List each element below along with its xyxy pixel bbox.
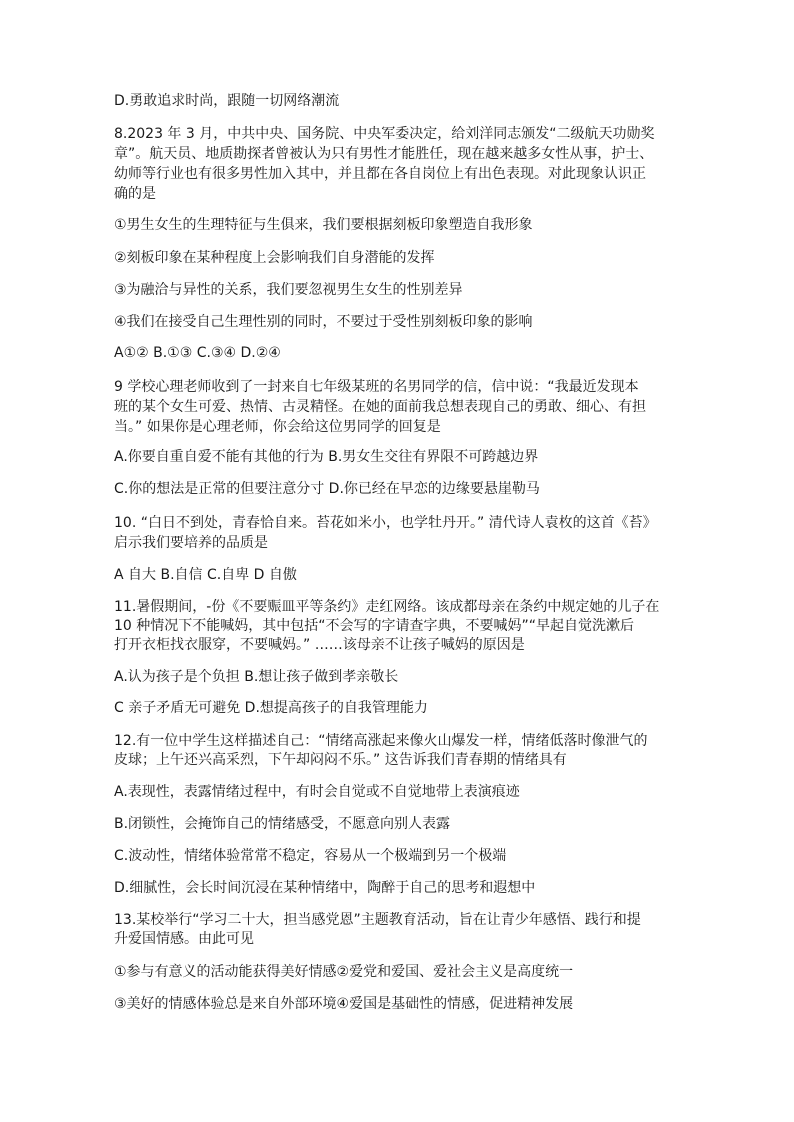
q12-option-c: C.波动性，情绪体验常常不稳定，容易从一个极端到另一个极端 [114, 848, 507, 864]
q8-stem-line-1: 8.2023 年 3 月，中共中央、国务院、中央军委决定，给刘洋同志颁发“二级航天功勋奖 [114, 126, 655, 142]
q9-options-ab: A.你要自重自爱不能有其他的行为 B.男女生交往有界限不可跨越边界 [114, 449, 539, 465]
q13-statements-1-2: ①参与有意义的活动能获得美好情感②爱党和爱国、爱社会主义是高度统一 [114, 964, 574, 980]
q12-option-a: A.表现性，表露情绪过程中，有时会自觉或不自觉地带上表演痕迹 [114, 784, 520, 800]
q11-stem-line-2: 10 种情况下不能喊妈，其中包括“不会写的字请查字典，不要喊妈”“早起自觉洗漱后 [114, 618, 635, 634]
q11-stem-line-1: 11.暑假期间，-份《不要赈皿平等条约》走红网络。该成都母亲在条约中规定她的儿子在 [114, 599, 660, 615]
q8-stem-line-4: 确的是 [114, 186, 156, 202]
q10-stem-line-1: 10. “白日不到处，青春恰自来。苔花如米小，也学牡丹开。” 清代诗人袁枚的这首《苔》 [114, 515, 657, 531]
q12-option-d: D.细腻性，会长时间沉浸在某种情绪中，陶醉于自己的思考和遐想中 [114, 880, 536, 896]
q12-option-b: B.闭锁性，会掩饰自己的情绪感受，不愿意向别人表露 [114, 816, 451, 832]
q12-stem-line-1: 12.有一位中学生这样描述自己：“情绪高涨起来像火山爆发一样，情绪低落时像泄气的 [114, 733, 648, 749]
q8-options: A①② B.①③ C.③④ D.②④ [114, 345, 281, 361]
q9-stem-line-3: 当。” 如果你是心理老师，你会给这位男同学的回复是 [114, 419, 441, 435]
q13-statements-3-4: ③美好的情感体验总是来自外部环境④爱国是基础性的情感，促进精神发展 [114, 996, 574, 1012]
q8-statement-3: ③为融洽与异性的关系，我们要忽视男生女生的性别差异 [114, 282, 463, 298]
q11-options-ab: A.认为孩子是个负担 B.想让孩子做到孝亲敬长 [114, 669, 399, 685]
q10-stem-line-2: 启示我们要培养的品质是 [114, 535, 268, 551]
q8-stem-line-2: 章”。航天员、地质勘探者曾被认为只有男性才能胜任，现在越来越多女性从事，护士、 [114, 146, 654, 162]
q7-option-d: D.勇敢追求时尚，跟随一切网络潮流 [114, 93, 340, 109]
q8-statement-2: ②刻板印象在某种程度上会影响我们自身潜能的发挥 [114, 250, 435, 266]
q8-stem-line-3: 幼师等行业也有很多男性加入其中，并且都在各自岗位上有出色表现。对此现象认识正 [114, 166, 646, 182]
q10-options: A 自大 B.自信 C.自卑 D 自傲 [114, 567, 297, 583]
q8-statement-1: ①男生女生的生理特征与生俱来，我们要根据刻板印象塑造自我形象 [114, 217, 533, 233]
q9-stem-line-2: 班的某个女生可爱、热情、古灵精怪。在她的面前我总想表现自己的勇敢、细心、有担 [114, 399, 646, 415]
q13-stem-line-1: 13.某校举行“学习二十大，担当感党恩”主题教育活动，旨在让青少年感悟、践行和提 [114, 912, 641, 928]
q9-stem-line-1: 9 学校心理老师收到了一封来自七年级某班的名男同学的信，信中说：“我最近发现本 [114, 379, 639, 395]
q11-stem-line-3: 打开衣柜找衣服穿，不要喊妈。” ……该母亲不让孩子喊妈的原因是 [114, 637, 525, 653]
q9-options-cd: C.你的想法是正常的但要注意分寸 D.你已经在早恋的边缘要悬崖勒马 [114, 481, 540, 497]
q11-options-cd: C 亲子矛盾无可避免 D.想提高孩子的自我管理能力 [114, 700, 428, 716]
q12-stem-line-2: 皮球；上午还兴高采烈，下午却闷闷不乐。” 这告诉我们青春期的情绪具有 [114, 752, 567, 768]
q13-stem-line-2: 升爱国情感。由此可见 [114, 931, 254, 947]
q8-statement-4: ④我们在接受自己生理性别的同时，不要过于受性别刻板印象的影响 [114, 314, 533, 330]
